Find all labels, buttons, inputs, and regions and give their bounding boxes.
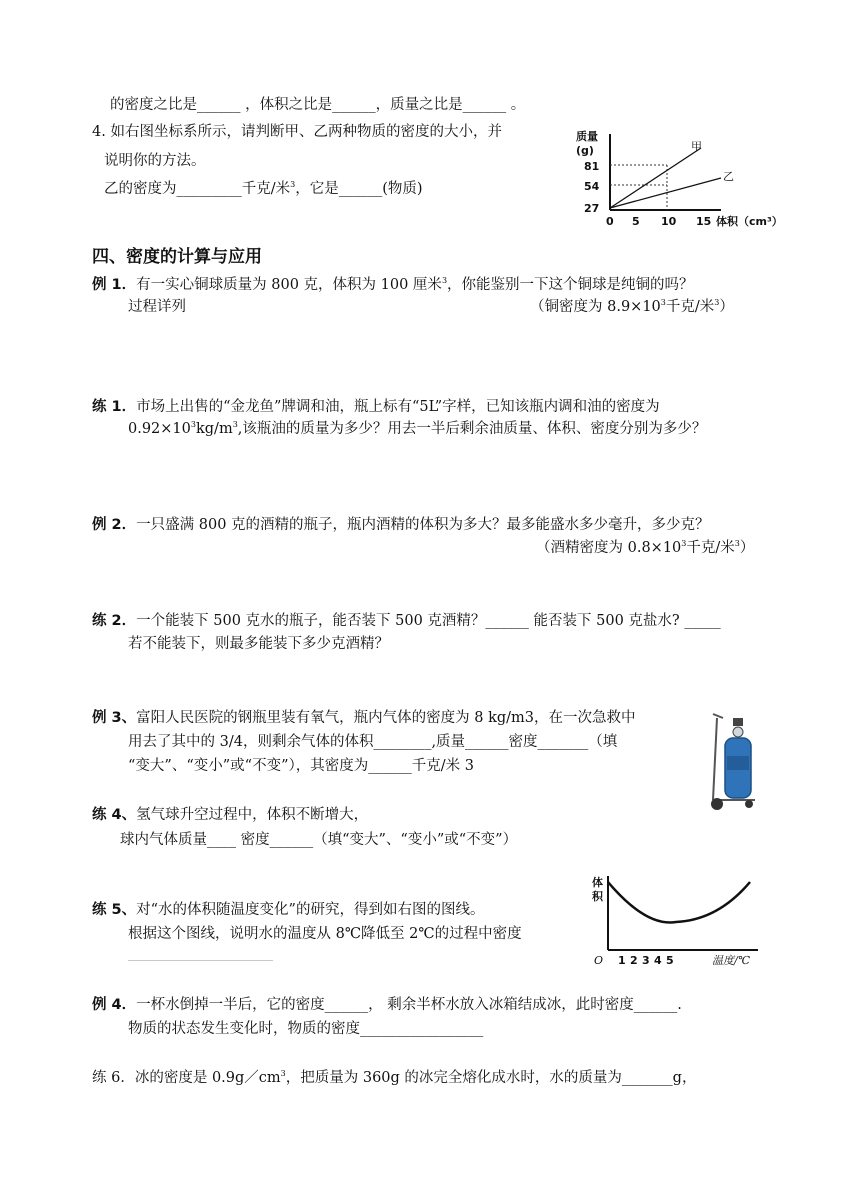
density-note	[530, 298, 734, 316]
superscript: 3	[441, 276, 448, 285]
origin-label: O	[594, 954, 604, 967]
x-tick-label: 0	[606, 215, 614, 228]
text-segment: 氢气球升空过程中，体积不断增大，	[136, 807, 369, 823]
density-note	[536, 539, 754, 557]
y-axis-unit: (g)	[576, 144, 594, 157]
example-1	[92, 276, 694, 294]
text-line	[128, 420, 706, 438]
y-tick-label: 27	[584, 202, 600, 215]
text-segment: 乙的密度为_________千克/米	[104, 181, 291, 197]
superscript: 3	[714, 298, 720, 307]
superscript: 3	[681, 539, 687, 548]
item-label: 例 4．	[92, 997, 137, 1013]
text-segment: ，它是______(物质)	[295, 181, 423, 197]
text-segment: ）	[719, 299, 734, 315]
superscript: 3	[232, 420, 238, 429]
item-label: 例 3、	[92, 710, 137, 726]
text-segment: 0.92×10	[128, 421, 191, 437]
text-segment: ）	[739, 540, 755, 556]
text-line: 若不能装下，则最多能装下多少克酒精？	[128, 636, 389, 652]
x-tick-label: 2	[630, 954, 638, 967]
practice-2	[92, 612, 721, 630]
text-segment: ，你能鉴别一下这个铜球是纯铜的吗？	[447, 277, 694, 293]
x-tick-label: 15	[696, 215, 712, 228]
text-segment: 千克/米	[686, 540, 735, 556]
series-line-yi	[610, 178, 721, 208]
y-tick-label: 81	[584, 160, 600, 173]
question-4-line: 4. 如右图坐标系所示，请判断甲、乙两种物质的密度的大小，并	[92, 124, 502, 140]
example-4	[92, 996, 682, 1014]
superscript: 3	[190, 420, 196, 429]
x-tick-label: 10	[661, 215, 677, 228]
practice-5	[92, 901, 484, 919]
cart-handle-top	[713, 714, 723, 718]
practice-6	[92, 1069, 696, 1087]
superscript: 3	[660, 298, 666, 307]
text-segment: 千克/米	[665, 299, 715, 315]
text-line: 球内气体质量____ 密度______（填“变大”、“变小”或“不变”）	[120, 832, 518, 848]
item-label: 练 1．	[92, 399, 137, 415]
x-tick-label: 1	[618, 954, 626, 967]
text-segment: 一只盛满 800 克的酒精的瓶子，瓶内酒精的体积为多大？最多能盛水多少毫升，多少克？	[136, 517, 710, 533]
y-axis-label: 体	[592, 876, 603, 889]
text-line: 根据这个图线，说明水的温度从 8℃降低至 2℃的过程中密度	[128, 926, 522, 942]
text-line: 用去了其中的 3/4，则剩余气体的体积________,质量______密度_______（填	[128, 734, 618, 750]
item-label: 练 5、	[92, 902, 137, 918]
practice-4	[92, 806, 368, 824]
text-segment: 有一实心铜球质量为 800 克，体积为 100 厘米	[136, 277, 442, 293]
cylinder-label	[727, 756, 749, 770]
series-line-jia	[610, 148, 701, 208]
x-axis-label: 温度/℃	[712, 954, 751, 967]
cart-handle	[713, 718, 717, 800]
text-segment: kg/m	[195, 421, 233, 437]
item-label: 练 2．	[92, 613, 137, 629]
cart-wheel	[745, 800, 753, 808]
volume-curve	[608, 882, 750, 923]
text-segment: （酒精密度为 0.8×10	[536, 540, 682, 556]
y-axis-label: 积	[592, 890, 603, 903]
volume-temperature-graph	[588, 872, 768, 972]
text-line: 的密度之比是______ ，体积之比是______，质量之比是______ 。	[110, 97, 526, 113]
superscript: 3	[734, 539, 740, 548]
cart-wheel	[711, 798, 723, 810]
text-line: “变大”、“变小”或“不变”），其密度为______千克/米 3	[128, 758, 474, 774]
y-axis-label: 质量	[576, 130, 598, 143]
item-label: 练 4、	[92, 807, 137, 823]
series-label-jia: 甲	[691, 140, 702, 153]
item-label: 例 1．	[92, 277, 137, 293]
x-tick-label: 5	[632, 215, 640, 228]
text-segment: ，把质量为 360g 的冰完全熔化成水时，水的质量为_______g，	[285, 1070, 697, 1086]
example-2	[92, 516, 710, 534]
oxygen-cylinder-image	[703, 712, 763, 812]
mass-volume-graph	[566, 128, 806, 238]
answer-blank: _____________________________	[128, 950, 273, 961]
superscript: 3	[290, 180, 296, 189]
example-3	[92, 709, 636, 727]
item-label: 例 2．	[92, 517, 137, 533]
text-line: 过程详列	[128, 299, 186, 315]
cylinder-valve	[733, 718, 743, 726]
superscript: 3	[280, 1069, 286, 1078]
x-axis-label: 体积（cm³）	[716, 215, 783, 228]
section-heading: 四、密度的计算与应用	[92, 247, 262, 267]
pressure-gauge	[733, 727, 743, 737]
text-segment: 一杯水倒掉一半后，它的密度______， 剩余半杯水放入冰箱结成冰，此时密度______.	[136, 997, 682, 1013]
series-label-yi: 乙	[723, 170, 734, 183]
text-line	[104, 180, 423, 198]
text-segment: 对“水的体积随温度变化”的研究，得到如右图的图线。	[136, 902, 485, 918]
y-tick-label: 54	[584, 180, 600, 193]
text-segment: （铜密度为 8.9×10	[530, 299, 661, 315]
x-tick-label: 4	[654, 954, 662, 967]
text-line: 物质的状态发生变化时，物质的密度_________________	[128, 1021, 484, 1037]
x-tick-label: 3	[642, 954, 650, 967]
text-segment: 富阳人民医院的钢瓶里装有氧气，瓶内气体的密度为 8 kg/m3，在一次急救中	[136, 710, 636, 726]
practice-1	[92, 398, 660, 416]
text-segment: 市场上出售的“金龙鱼”牌调和油，瓶上标有“5L”字样，已知该瓶内调和油的密度为	[136, 399, 660, 415]
text-segment: 练 6．冰的密度是 0.9g／cm	[92, 1070, 281, 1086]
x-tick-label: 5	[666, 954, 674, 967]
text-line: 说明你的方法。	[104, 153, 206, 169]
text-segment: ,该瓶油的质量为多少？用去一半后剩余油质量、体积、密度分别为多少？	[237, 421, 707, 437]
text-segment: 一个能装下 500 克水的瓶子，能否装下 500 克酒精？______ 能否装下 500 克盐水? _____	[136, 613, 721, 629]
